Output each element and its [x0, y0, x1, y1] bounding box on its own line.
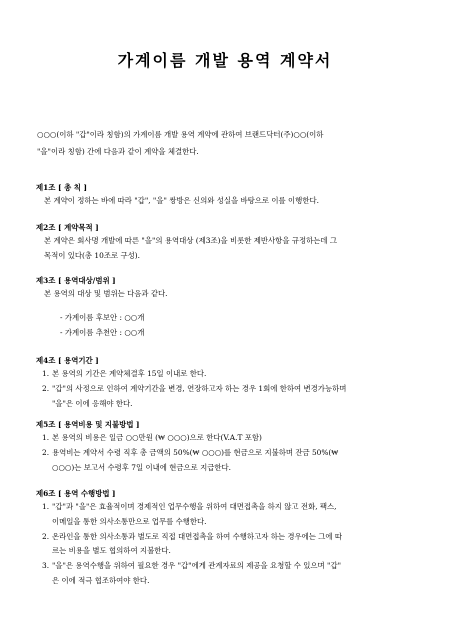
- clause-text: "을"은 용역수행을 위하여 필요한 경우 "갑"에게 관계자료의 제공을 요청할 수 있으며 "갑": [52, 561, 341, 571]
- article-text: 본 계약은 회사명 개발에 따른 "을"의 용역대상 (제3조)을 비롯한 제반사항을 규정하는데 그: [44, 236, 337, 245]
- clause-item: [36, 367, 428, 382]
- clause-item: [36, 559, 428, 589]
- clause-number: 1.: [42, 369, 50, 378]
- article-1: [36, 181, 428, 209]
- clause-text: 은 이에 적극 협조하여야 한다.: [52, 575, 150, 585]
- intro-line: "을"이라 칭함) 간에 다음과 같이 계약을 체결한다.: [37, 147, 199, 156]
- clause-text: 본 용역의 기간은 계약체결후 15일 이내로 한다.: [52, 369, 207, 378]
- clause-number: 3.: [42, 561, 50, 571]
- clause-item: [36, 431, 428, 446]
- clause-text: "을"은 이에 응해야 한다.: [52, 398, 133, 408]
- clause-text: 이메일을 통한 의사소통만으로 업무를 수행한다.: [52, 516, 207, 526]
- article-2: [36, 221, 428, 264]
- clause-item: [36, 500, 428, 530]
- clause-text: ○○○)는 보고서 수령후 7일 이내에 현금으로 지급한다.: [52, 462, 232, 472]
- article-6: [36, 487, 428, 589]
- scope-item: - 가계이름 추천안 : ○○개: [60, 328, 145, 338]
- intro-paragraph: [37, 126, 427, 160]
- clause-number: 2.: [42, 531, 50, 541]
- article-heading: 제3조 [ 용역대상/범위 ]: [36, 276, 116, 285]
- article-heading: 제2조 [ 계약목적 ]: [36, 223, 99, 232]
- clause-number: 2.: [42, 383, 50, 393]
- clause-number: 1.: [42, 502, 50, 511]
- article-text: 본 용역의 대상 및 범위는 다음과 같다.: [44, 289, 168, 298]
- clause-item: [36, 446, 428, 476]
- article-text: 목적이 있다(총 10조로 구성).: [44, 250, 140, 260]
- scope-item: - 가계이름 후보안 : ○○개: [60, 312, 145, 322]
- article-heading: 제1조 [ 총 칙 ]: [36, 183, 87, 192]
- clause-number: 1.: [42, 433, 50, 442]
- scope-list: [44, 310, 428, 341]
- intro-line: ○○○(이하 "갑"이라 칭함)의 가계이름 개발 용역 계약에 관하여 브랜드닥터(주)○○(이하: [37, 130, 324, 139]
- document-title: 가계이름 개발 용역 계약서: [117, 51, 333, 70]
- article-4: [36, 354, 428, 411]
- article-5: [36, 418, 428, 475]
- clause-text: "갑"과 "을"은 효율적이며 경제적인 업무수행을 위하여 대면접촉을 하지 않고 전화, 팩스,: [52, 502, 337, 511]
- clause-item: [36, 530, 428, 560]
- clause-text: 온라인을 통한 의사소통과 별도로 직접 대면접촉을 하여 수행하고자 하는 경우에는 그에 따: [52, 531, 343, 541]
- clause-number: 2.: [42, 447, 50, 457]
- clause-text: 르는 비용을 별도 협의하여 지불한다.: [52, 546, 171, 556]
- article-text: 본 계약이 정하는 바에 따라 "갑", "을" 쌍방은 신의와 성실을 바탕으로 이를 이행한다.: [44, 196, 319, 205]
- clause-text: "갑"의 사정으로 인하여 계약기간을 변경, 연장하고자 하는 경우 1회에 한하여 변경가능하며: [52, 383, 347, 393]
- article-heading: 제4조 [ 용역기간 ]: [36, 356, 99, 365]
- article-heading: 제5조 [ 용역비용 및 지불방법 ]: [36, 420, 140, 429]
- clause-text: 본 용역의 비용은 일금 ○○만원 (₩ ○○○)으로 한다(V.A.T 포함): [52, 433, 262, 442]
- clause-item: [36, 382, 428, 412]
- article-3: [36, 274, 428, 341]
- clause-text: 용역비는 계약서 수령 직후 총 금액의 50%(₩ ○○○)를 현금으로 지불하며 잔금 50%(₩: [52, 447, 339, 457]
- article-heading: 제6조 [ 용역 수행방법 ]: [36, 489, 116, 498]
